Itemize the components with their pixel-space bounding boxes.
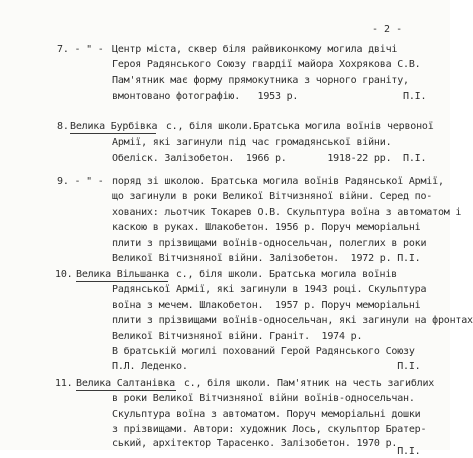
entry-10-line-7: П.Л. Леденко. П.І. <box>112 361 421 372</box>
entry-7-number: 7. - " - <box>57 44 104 55</box>
entry-10-line-2: Радянської Армії, які загинули в 1943 році. Скульптура <box>112 284 427 295</box>
entry-8-place: Велика Бурбівка <box>70 121 158 132</box>
entry-9-line-4: каскою в руках. Шлакобетон. 1956 р. Поруч меморіальні <box>112 222 421 233</box>
entry-10-line-4: плити з прізвищами воїнів-односельчан, які загинули на фронтах <box>112 315 473 326</box>
entry-7-line-2: Героя Радянського Союзу гвардії майора Хохрякова С.В. <box>112 59 421 70</box>
entry-11-line-6: П.І. <box>112 446 421 457</box>
entry-10-line-6: В братській могилі похований Герой Радянського Союзу <box>112 346 415 357</box>
entry-11-line-4: з прізвищами. Автори: художник Лось, скульптор Братер- <box>112 424 427 435</box>
entry-11-line-2: в роки Великої Вітчизняної війни воїнів-односельчан. <box>112 393 415 404</box>
entry-8-line-3: Обеліск. Залізобетон. 1966 р. 1918-22 рр. П.І. <box>112 153 427 164</box>
entry-8-line-1: с., біля школи.Братська могила воїнів червоної <box>160 121 434 132</box>
entry-10-line-1: с., біля школи. Братська могила воїнів <box>170 269 397 280</box>
entry-11-line-1: с., біля школи. Пам'ятник на честь загиблих <box>178 378 435 389</box>
page-number: - 2 - <box>372 24 403 35</box>
entry-8-number: 8. <box>57 121 69 132</box>
entry-11-place: Велика Салтанівка <box>76 378 175 389</box>
entry-10-line-5: Великої Вітчизняної війни. Граніт. 1974 р. <box>112 331 363 342</box>
entry-7-line-1: Центр міста, сквер біля райвиконкому могила двічі <box>112 44 398 55</box>
entry-9-line-6: Великої Вітчизняної війни. Залізобетон. 1972 р. П.І. <box>112 253 421 264</box>
entry-10-number: 10. <box>55 269 73 280</box>
entry-7-line-4: вмонтовано фотографію. 1953 р. П.І. <box>112 91 427 102</box>
entry-8-place-underline <box>70 133 156 134</box>
entry-7-line-3: Пам'ятник має форму прямокутника з чорного граніту, <box>112 75 409 86</box>
entry-11-place-underline <box>76 390 176 391</box>
entry-10-place-underline <box>76 281 168 282</box>
entry-11-line-5: ський, архітектор Тарасенко. Залізобетон. 1970 р. <box>112 438 398 449</box>
entry-9-line-3: хованих: льотчик Токарев О.В. Скульптура воїна з автоматом і <box>112 207 462 218</box>
entry-11-number: 11. <box>55 378 73 389</box>
entry-9-line-2: що загинули в роки Великої Вітчизняної війни. Серед по- <box>112 191 433 202</box>
entry-9-line-1: поряд зі школою. Братська могила воїнів Радянської Армії, <box>112 176 444 187</box>
entry-9-number: 9. - " - <box>57 176 104 187</box>
entry-9-line-5: плити з прізвищами воїнів-односельчан, полеглих в роки <box>112 238 427 249</box>
entry-8-line-2: Армії, які загинули під час громадянської війни. <box>112 137 392 148</box>
entry-10-place: Велика Вільшанка <box>76 269 170 280</box>
entry-11-line-3: Скульптура воїна з автоматом. Поруч меморіальні дошки <box>112 409 421 420</box>
entry-10-line-3: воїна з мечем. Шлакобетон. 1957 р. Поруч меморіальні <box>112 300 421 311</box>
